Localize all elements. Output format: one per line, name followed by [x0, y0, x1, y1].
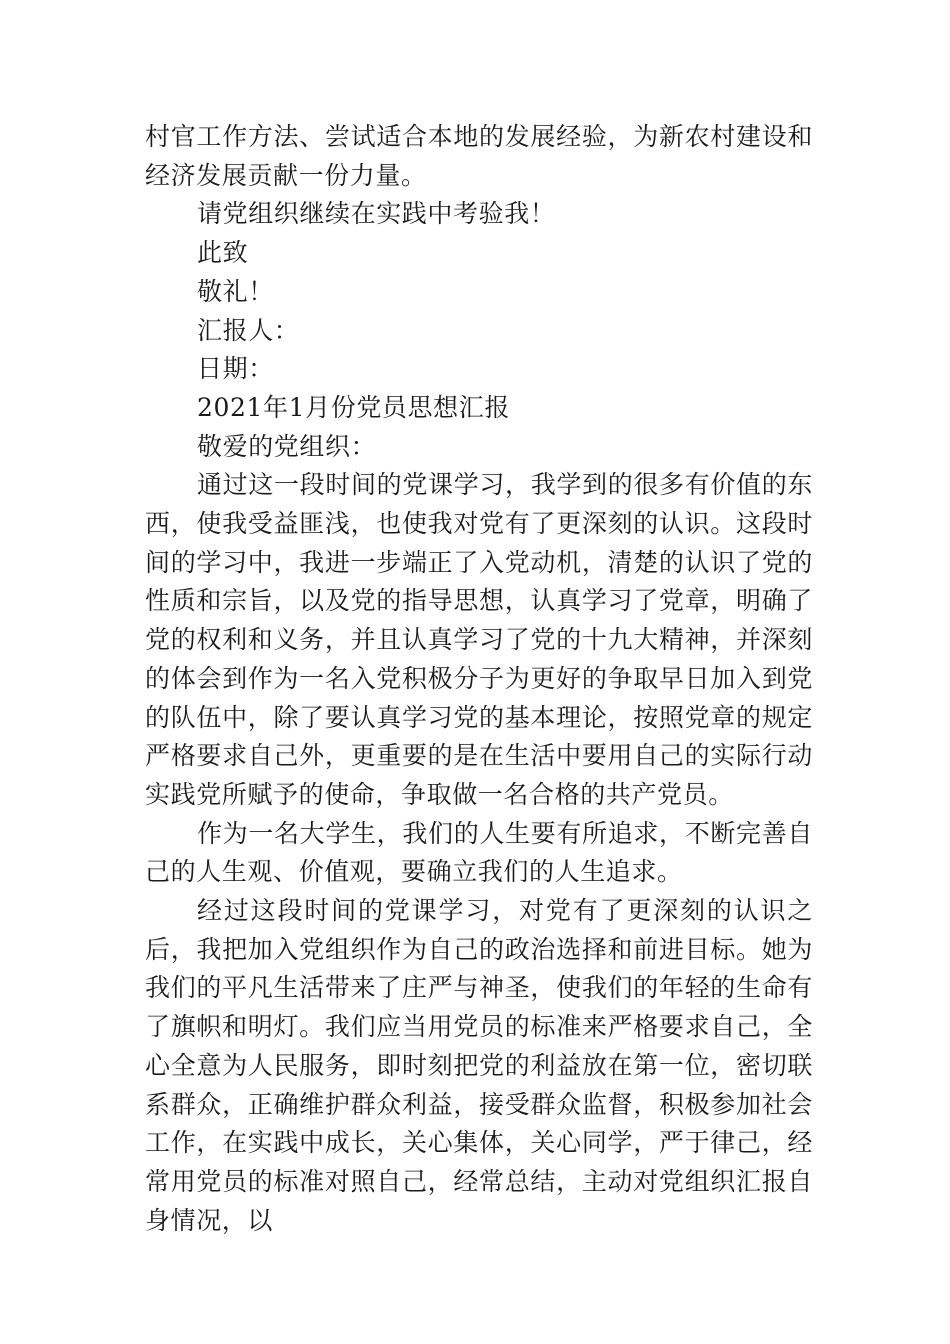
paragraph-body-2: 作为一名大学生，我们的人生要有所追求，不断完善自己的人生观、价值观，要确立我们的人生追求。: [145, 818, 813, 887]
document-page: [145, 118, 813, 1240]
paragraph-body-1: 通过这一段时间的党课学习，我学到的很多有价值的东西，使我受益匪浅，也使我对党有了更深刻的认识。这段时间的学习中，我进一步端正了入党动机，清楚的认识了党的性质和宗旨，以及党的指导思想，认真学习了党章，明确了党的权利和义务，并且认真学习了党的十九大精神，并深刻的体会到作为一名入党积极分子为更好的争取早日加入到党的队伍中，除了要认真学习党的基本理论，按照党章的规定严格要求自己外，更重要的是在生活中要用自己的实际行动实践党所赋予的使命，争取做一名合格的共产党员。: [145, 470, 813, 809]
closing-regards: 敬礼！: [197, 276, 274, 306]
closing-salutation: 此致: [197, 238, 249, 268]
date-label: 日期：: [197, 354, 274, 384]
paragraph-request: 请党组织继续在实践中考验我！: [197, 199, 556, 229]
paragraph-continuation: 村官工作方法、尝试适合本地的发展经验，为新农村建设和经济发展贡献一份力量。: [145, 122, 813, 190]
greeting: 敬爱的党组织：: [197, 431, 377, 461]
paragraph-body-3: 经过这段时间的党课学习，对党有了更深刻的认识之后，我把加入党组织作为自己的政治选择和前进目标。她为我们的平凡生活带来了庄严与神圣，使我们的年轻的生命有了旗帜和明灯。我们应当用党员的标准来严格要求自己，全心全意为人民服务，即时刻把党的利益放在第一位，密切联系群众，正确维护群众利益，接受群众监督，积极参加社会工作，在实践中成长，关心集体，关心同学，严于律己，经常用党员的标准对照自己，经常总结，主动对党组织汇报自身情况，以: [145, 896, 813, 1235]
reporter-label: 汇报人：: [197, 315, 300, 345]
report-title: 2021年1月份党员思想汇报: [197, 392, 510, 422]
